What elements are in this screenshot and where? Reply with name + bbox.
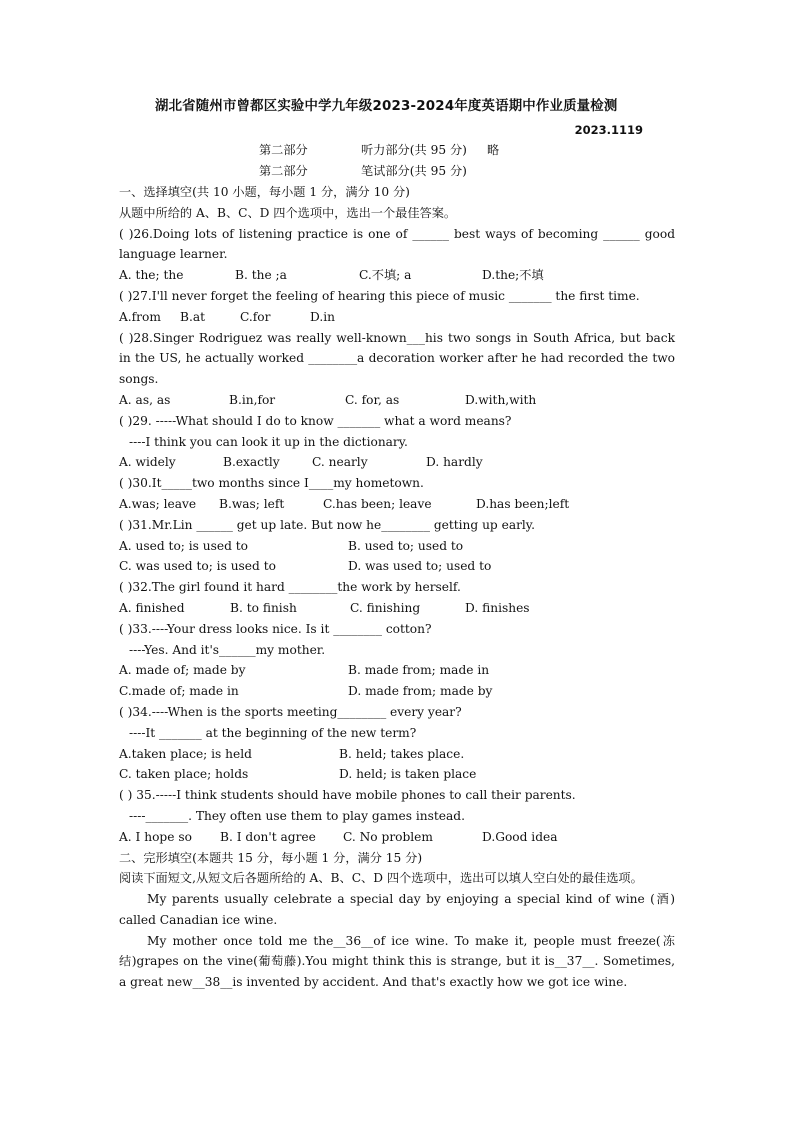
answer-option: B. held; takes place. [339, 746, 465, 761]
question-list [119, 224, 675, 848]
question-stem: ( )26.Doing lots of listening practice is one of ______ best ways of becoming ______ good language learner. [119, 226, 675, 262]
answer-option: A. I hope so [119, 829, 192, 844]
question-dialogue-line: ----Yes. And it's______my mother. [129, 642, 326, 657]
answer-options [119, 764, 675, 785]
answer-option: A. the; the [119, 268, 184, 283]
part-writing [119, 161, 675, 182]
answer-option: D.with,with [465, 392, 537, 407]
answer-options [119, 452, 675, 473]
answer-option: B.was; left [219, 496, 285, 511]
part-note: 略 [487, 143, 500, 157]
answer-options [119, 265, 675, 286]
answer-option: A.taken place; is held [119, 746, 252, 761]
passage-paragraph: My parents usually celebrate a special day by enjoying a special kind of wine (酒) called Canadian ice wine. [119, 892, 675, 927]
answer-option: C.made of; made in [119, 684, 239, 699]
answer-option: A. widely [119, 455, 176, 470]
answer-options [119, 536, 675, 557]
answer-option: C.has been; leave [323, 496, 432, 511]
exam-date: 2023.1119 [574, 123, 643, 137]
answer-option: D. finishes [465, 600, 530, 615]
answer-option: B. made from; made in [348, 663, 490, 678]
question-stem: ( )31.Mr.Lin ______ get up late. But now he________ getting up early. [119, 517, 535, 532]
section2-heading: 二、完形填空(本题共 15 分，每小题 1 分，满分 15 分) [119, 850, 423, 865]
answer-option: B. the ;a [235, 268, 287, 283]
question-dialogue-line: ----I think you can look it up in the dictionary. [129, 434, 408, 449]
question-dialogue-line: ----_______. They often use them to play games instead. [129, 808, 465, 823]
question-stem: ( )32.The girl found it hard ________the work by herself. [119, 580, 461, 595]
question-stem: ( )28.Singer Rodriguez was really well-known___his two songs in South Africa, but back in the US, he actually worked ________a decoration worker after he had recorded the two songs. [119, 330, 675, 387]
question-dialogue-line: ----It _______ at the beginning of the new term? [129, 725, 417, 740]
question-stem: ( )33.----Your dress looks nice. Is it ________ cotton? [119, 621, 432, 636]
answer-option: D. was used to; used to [348, 559, 492, 574]
answer-option: B.in,for [229, 392, 276, 407]
part-name: 第二部分 [259, 143, 308, 157]
question-stem: ( ) 35.-----I think students should have mobile phones to call their parents. [119, 788, 576, 803]
answer-option: D.the;不填 [482, 268, 544, 283]
answer-options [119, 556, 675, 577]
answer-option: C.不填; a [359, 268, 412, 283]
answer-options [119, 494, 675, 515]
answer-option: C.for [240, 309, 271, 324]
exam-page [119, 96, 675, 993]
answer-options [119, 681, 675, 702]
question-stem: ( )30.It_____two months since I____my hometown. [119, 476, 424, 491]
section1-heading: 一、选择填空(共 10 小题，每小题 1 分，满分 10 分) [119, 185, 410, 199]
answer-options [119, 660, 675, 681]
answer-option: D.in [310, 309, 335, 324]
answer-option: B. to finish [230, 600, 297, 615]
answer-option: B. used to; used to [348, 538, 464, 553]
answer-option: A. as, as [119, 392, 171, 407]
answer-option: C. for, as [345, 392, 400, 407]
answer-option: A. used to; is used to [119, 538, 249, 553]
answer-option: C. taken place; holds [119, 767, 249, 782]
answer-option: C. finishing [350, 600, 421, 615]
question-stem: ( )27.I'll never forget the feeling of hearing this piece of music _______ the first time. [119, 288, 640, 303]
answer-option: A.was; leave [119, 496, 197, 511]
part-desc: 笔试部分(共 95 分) [361, 164, 467, 178]
answer-option: D.has been;left [476, 496, 570, 511]
answer-option: A. made of; made by [119, 663, 246, 678]
answer-option: D.Good idea [482, 829, 558, 844]
question-stem: ( )29. -----What should I do to know _______ what a word means? [119, 413, 512, 428]
part-name: 第二部分 [259, 164, 308, 178]
part-listening [119, 140, 675, 161]
answer-option: C. nearly [312, 455, 368, 470]
part-desc: 听力部分(共 95 分) [361, 143, 467, 157]
answer-option: C. was used to; is used to [119, 559, 276, 574]
passage-paragraph: My mother once told me the__36__of ice wine. To make it, people must freeze(冻结)grapes on the vine(葡萄藤).You might think this is strange, but it is__37__. Sometimes, a great new__38__is invented by accident. And that's exactly how we got ice wine. [119, 933, 675, 990]
question-stem: ( )34.----When is the sports meeting________ every year? [119, 704, 462, 719]
answer-option: B. I don't agree [220, 829, 316, 844]
answer-option: C. No problem [343, 829, 433, 844]
exam-title: 湖北省随州市曾都区实验中学九年级2023-2024年度英语期中作业质量检测 [155, 99, 618, 114]
answer-option: D. held; is taken place [339, 767, 477, 782]
answer-option: B.at [180, 309, 205, 324]
answer-options [119, 827, 675, 848]
answer-option: A. finished [119, 600, 185, 615]
answer-options [119, 390, 675, 411]
answer-options [119, 598, 675, 619]
section2-instruction: 阅读下面短文,从短文后各题所给的 A、B、C、D 四个选项中，选出可以填人空白处的最佳选项。 [119, 871, 643, 886]
answer-option: A.from [119, 309, 161, 324]
answer-option: B.exactly [223, 455, 280, 470]
section1-instruction: 从题中所给的 A、B、C、D 四个选项中，选出一个最佳答案。 [119, 205, 457, 220]
answer-option: D. made from; made by [348, 684, 493, 699]
answer-options [119, 307, 675, 328]
answer-options [119, 744, 675, 765]
answer-option: D. hardly [426, 455, 483, 470]
